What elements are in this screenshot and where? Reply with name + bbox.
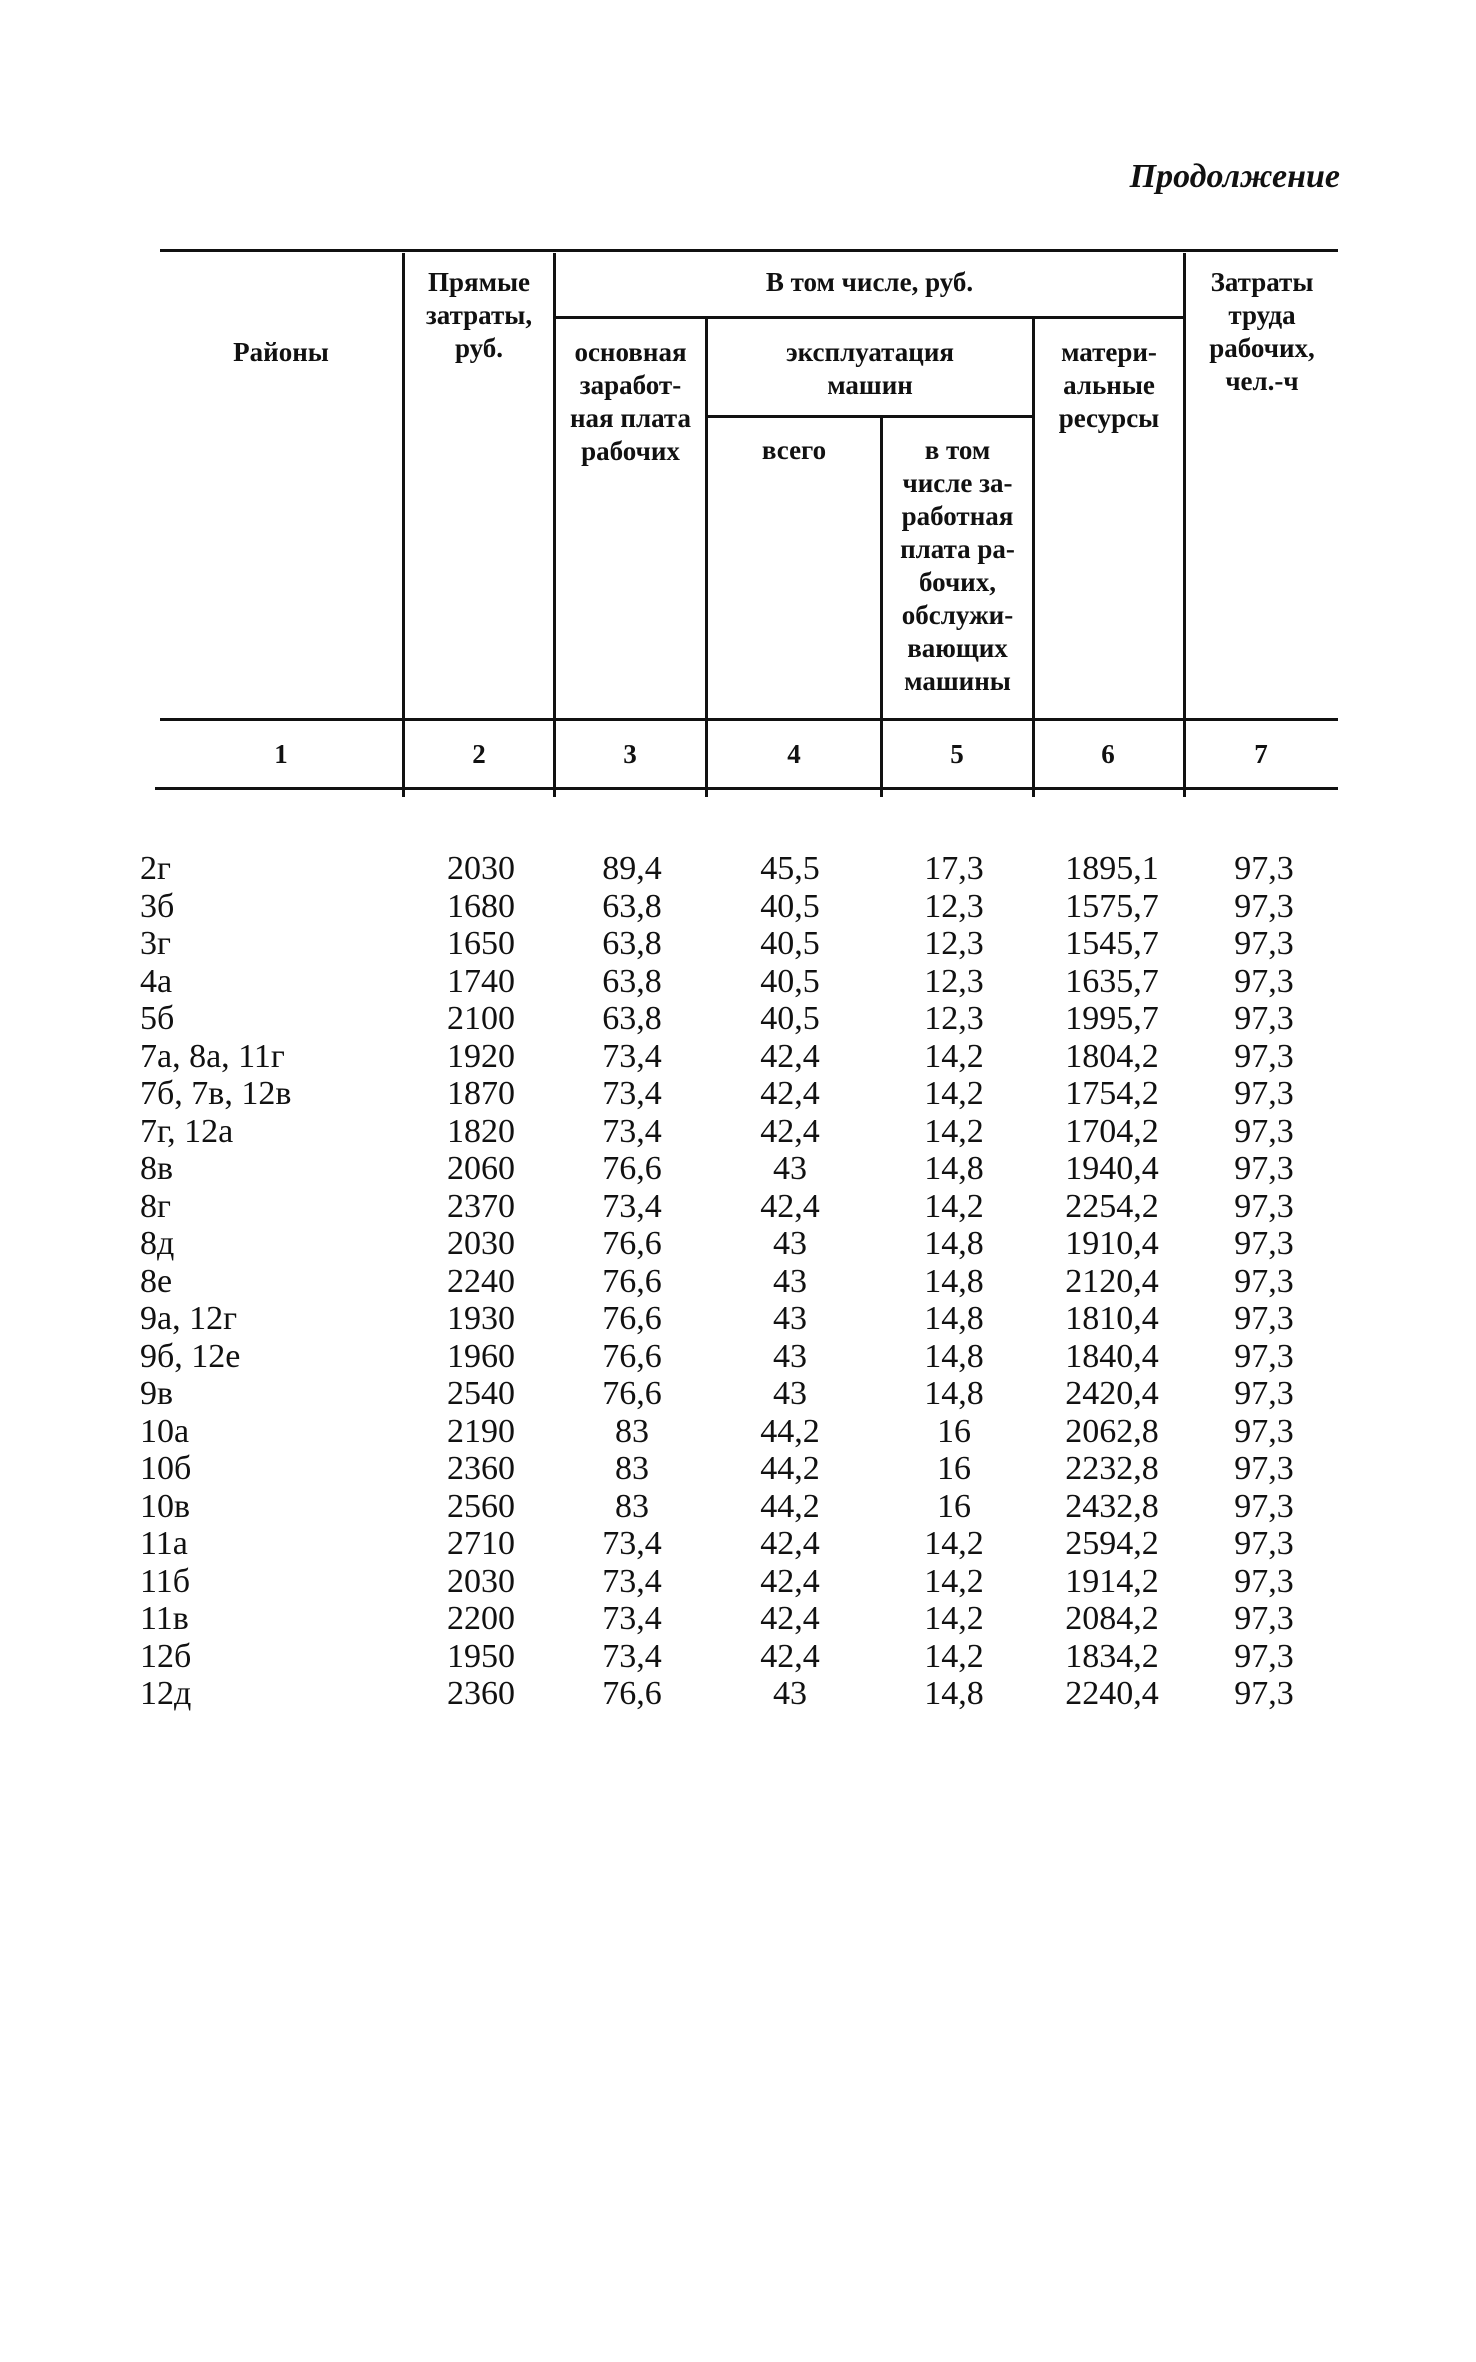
labor-cell: 97,3 [1234,1525,1294,1562]
header-col1: Районы [233,337,329,367]
materials-cell: 1910,4 [1065,1225,1159,1262]
labor-cell: 97,3 [1234,1112,1294,1150]
table-row [140,1563,1340,1601]
header-col6: матери- альные ресурсы [1058,337,1160,433]
header-subgroup: эксплуатация машин [786,337,954,400]
wage-cell: 76,6 [602,1225,662,1262]
materials-cell: 2432,8 [1065,1487,1159,1525]
district-cell: 8в [140,1150,174,1187]
district-cell: 12б [140,1637,192,1675]
materials-cell: 2420,4 [1065,1375,1159,1412]
labor-cell: 97,3 [1234,1300,1294,1337]
machine-total-cell: 43 [773,1150,807,1187]
machine-wage-cell: 14,8 [924,1300,984,1337]
wage-cell: 63,8 [602,962,662,1000]
direct-cost-cell: 1650 [447,925,515,962]
wage-cell: 73,4 [602,1562,662,1600]
direct-cost-cell: 1870 [447,1075,515,1112]
machine-wage-cell: 14,2 [924,1075,984,1112]
table-row [140,1000,1340,1038]
machine-wage-cell: 14,2 [924,1187,984,1225]
machine-total-cell: 40,5 [760,962,820,1000]
wage-cell: 73,4 [602,1187,662,1225]
materials-cell: 2594,2 [1065,1525,1159,1562]
direct-cost-cell: 2200 [447,1600,515,1637]
machine-total-cell: 43 [773,1300,807,1337]
machine-total-cell: 42,4 [760,1525,820,1562]
table-row [140,925,1340,963]
machine-wage-cell: 14,8 [924,1337,984,1375]
machine-wage-cell: 14,8 [924,1150,984,1187]
labor-cell: 97,3 [1234,925,1294,962]
column-number: 6 [1101,739,1115,769]
machine-total-cell: 42,4 [760,1600,820,1637]
wage-cell: 73,4 [602,1112,662,1150]
header-group: В том числе, руб. [765,267,974,297]
table-row [140,850,1340,888]
materials-cell: 1810,4 [1065,1300,1159,1337]
header-col2: Прямые затраты, руб. [425,267,533,363]
machine-wage-cell: 14,8 [924,1225,984,1262]
direct-cost-cell: 2560 [447,1487,515,1525]
machine-total-cell: 44,2 [760,1450,820,1487]
labor-cell: 97,3 [1234,1262,1294,1300]
direct-cost-cell: 1930 [447,1300,515,1337]
direct-cost-cell: 1820 [447,1112,515,1150]
direct-cost-cell: 1680 [447,887,515,925]
machine-total-cell: 43 [773,1375,807,1412]
machine-wage-cell: 16 [937,1487,971,1525]
continuation-label: Продолжение [1129,158,1340,195]
subgroup-rule [707,415,1035,418]
wage-cell: 63,8 [602,925,662,962]
wage-cell: 89,4 [602,850,662,887]
district-cell: 2г [140,850,171,887]
table-row [140,1338,1340,1376]
machine-total-cell: 40,5 [760,925,820,962]
table-row [140,888,1340,926]
machine-wage-cell: 14,8 [924,1262,984,1300]
labor-cell: 97,3 [1234,1600,1294,1637]
machine-wage-cell: 14,2 [924,1112,984,1150]
district-cell: 9б, 12е [140,1337,241,1375]
materials-cell: 2084,2 [1065,1600,1159,1637]
wage-cell: 76,6 [602,1262,662,1300]
column-number: 2 [472,739,486,769]
materials-cell: 1834,2 [1065,1637,1159,1675]
direct-cost-cell: 2060 [447,1150,515,1187]
wage-cell: 73,4 [602,1600,662,1637]
labor-cell: 97,3 [1234,1562,1294,1600]
district-cell: 7а, 8а, 11г [140,1037,285,1075]
machine-wage-cell: 12,3 [924,887,984,925]
header-col3: основная заработ- ная плата рабочих [569,337,691,466]
materials-cell: 2120,4 [1065,1262,1159,1300]
wage-cell: 73,4 [602,1075,662,1112]
district-cell: 8г [140,1187,171,1225]
direct-cost-cell: 1950 [447,1637,515,1675]
table-row [140,1075,1340,1113]
machine-wage-cell: 14,8 [924,1375,984,1412]
table-row [140,1675,1340,1713]
labor-cell: 97,3 [1234,1487,1294,1525]
district-cell: 8д [140,1225,175,1262]
machine-wage-cell: 12,3 [924,962,984,1000]
wage-cell: 83 [615,1487,649,1525]
table-row [140,1150,1340,1188]
district-cell: 11а [140,1525,188,1562]
materials-cell: 2062,8 [1065,1412,1159,1450]
direct-cost-cell: 2190 [447,1412,515,1450]
machine-total-cell: 43 [773,1262,807,1300]
direct-cost-cell: 2240 [447,1262,515,1300]
materials-cell: 2254,2 [1065,1187,1159,1225]
table-row [140,1488,1340,1526]
materials-cell: 1914,2 [1065,1562,1159,1600]
column-number: 3 [623,739,637,769]
labor-cell: 97,3 [1234,1450,1294,1487]
labor-cell: 97,3 [1234,1075,1294,1112]
labor-cell: 97,3 [1234,887,1294,925]
direct-cost-cell: 2710 [447,1525,515,1562]
header-col4: всего [761,435,827,465]
machine-total-cell: 44,2 [760,1412,820,1450]
materials-cell: 1575,7 [1065,887,1159,925]
wage-cell: 73,4 [602,1637,662,1675]
direct-cost-cell: 2030 [447,850,515,887]
table-row [140,1375,1340,1413]
labor-cell: 97,3 [1234,1225,1294,1262]
data-table [140,850,1340,1713]
table-row [140,1450,1340,1488]
materials-cell: 2232,8 [1065,1450,1159,1487]
table-row [140,963,1340,1001]
materials-cell: 1635,7 [1065,962,1159,1000]
table-row [140,1263,1340,1301]
district-cell: 10б [140,1450,192,1487]
table-row [140,1413,1340,1451]
labor-cell: 97,3 [1234,1187,1294,1225]
machine-total-cell: 42,4 [760,1112,820,1150]
labor-cell: 97,3 [1234,1037,1294,1075]
column-number: 4 [787,739,801,769]
numbers-bottom-rule [155,787,1338,790]
district-cell: 12д [140,1675,192,1712]
group-rule [555,316,1183,319]
machine-wage-cell: 14,2 [924,1037,984,1075]
machine-total-cell: 43 [773,1675,807,1712]
wage-cell: 83 [615,1450,649,1487]
machine-total-cell: 45,5 [760,850,820,887]
table-row [140,1300,1340,1338]
materials-cell: 2240,4 [1065,1675,1159,1712]
wage-cell: 76,6 [602,1300,662,1337]
labor-cell: 97,3 [1234,1412,1294,1450]
machine-total-cell: 43 [773,1337,807,1375]
col-divider-2 [553,253,556,797]
district-cell: 3г [140,925,171,962]
labor-cell: 97,3 [1234,1000,1294,1037]
direct-cost-cell: 2540 [447,1375,515,1412]
direct-cost-cell: 2030 [447,1225,515,1262]
table-row [140,1600,1340,1638]
wage-cell: 76,6 [602,1150,662,1187]
machine-wage-cell: 14,2 [924,1525,984,1562]
column-number: 1 [274,739,288,769]
header-col7: Затраты труда рабочих, чел.-ч [1209,267,1315,396]
district-cell: 7б, 7в, 12в [140,1075,292,1112]
machine-wage-cell: 16 [937,1412,971,1450]
direct-cost-cell: 2360 [447,1675,515,1712]
materials-cell: 1995,7 [1065,1000,1159,1037]
machine-total-cell: 42,4 [760,1637,820,1675]
machine-total-cell: 40,5 [760,1000,820,1037]
machine-wage-cell: 17,3 [924,850,984,887]
machine-total-cell: 42,4 [760,1187,820,1225]
machine-wage-cell: 12,3 [924,925,984,962]
district-cell: 4а [140,962,173,1000]
wage-cell: 76,6 [602,1675,662,1712]
district-cell: 9а, 12г [140,1300,238,1337]
labor-cell: 97,3 [1234,1637,1294,1675]
wage-cell: 76,6 [602,1375,662,1412]
machine-total-cell: 44,2 [760,1487,820,1525]
table-row [140,1638,1340,1676]
header-top-rule [160,249,1338,252]
wage-cell: 73,4 [602,1525,662,1562]
machine-total-cell: 42,4 [760,1562,820,1600]
machine-total-cell: 40,5 [760,887,820,925]
labor-cell: 97,3 [1234,1337,1294,1375]
district-cell: 11в [140,1600,189,1637]
machine-total-cell: 42,4 [760,1075,820,1112]
table-row [140,1525,1340,1563]
machine-wage-cell: 14,2 [924,1600,984,1637]
column-number: 5 [950,739,964,769]
materials-cell: 1940,4 [1065,1150,1159,1187]
table-row [140,1038,1340,1076]
machine-wage-cell: 14,8 [924,1675,984,1712]
direct-cost-cell: 1960 [447,1337,515,1375]
materials-cell: 1804,2 [1065,1037,1159,1075]
district-cell: 9в [140,1375,174,1412]
wage-cell: 63,8 [602,887,662,925]
wage-cell: 76,6 [602,1337,662,1375]
labor-cell: 97,3 [1234,1675,1294,1712]
district-cell: 10в [140,1487,191,1525]
district-cell: 8е [140,1262,173,1300]
direct-cost-cell: 2100 [447,1000,515,1037]
direct-cost-cell: 1920 [447,1037,515,1075]
materials-cell: 1704,2 [1065,1112,1159,1150]
machine-wage-cell: 14,2 [924,1562,984,1600]
machine-total-cell: 43 [773,1225,807,1262]
machine-wage-cell: 14,2 [924,1637,984,1675]
header-bottom-rule [160,718,1338,721]
table-row [140,1113,1340,1151]
labor-cell: 97,3 [1234,1150,1294,1187]
labor-cell: 97,3 [1234,1375,1294,1412]
district-cell: 10а [140,1412,190,1450]
district-cell: 11б [140,1562,191,1600]
machine-total-cell: 42,4 [760,1037,820,1075]
district-cell: 7г, 12а [140,1112,234,1150]
wage-cell: 73,4 [602,1037,662,1075]
machine-wage-cell: 12,3 [924,1000,984,1037]
materials-cell: 1545,7 [1065,925,1159,962]
district-cell: 5б [140,1000,175,1037]
wage-cell: 63,8 [602,1000,662,1037]
table-row [140,1188,1340,1226]
labor-cell: 97,3 [1234,850,1294,887]
direct-cost-cell: 2030 [447,1562,515,1600]
materials-cell: 1895,1 [1065,850,1159,887]
direct-cost-cell: 2360 [447,1450,515,1487]
materials-cell: 1754,2 [1065,1075,1159,1112]
district-cell: 3б [140,887,175,925]
direct-cost-cell: 1740 [447,962,515,1000]
table-row [140,1225,1340,1263]
wage-cell: 83 [615,1412,649,1450]
materials-cell: 1840,4 [1065,1337,1159,1375]
machine-wage-cell: 16 [937,1450,971,1487]
column-number: 7 [1254,739,1268,769]
direct-cost-cell: 2370 [447,1187,515,1225]
labor-cell: 97,3 [1234,962,1294,1000]
header-col5: в том числе за- работная плата ра- бочих, обслужи- вающих машины [900,435,1015,696]
